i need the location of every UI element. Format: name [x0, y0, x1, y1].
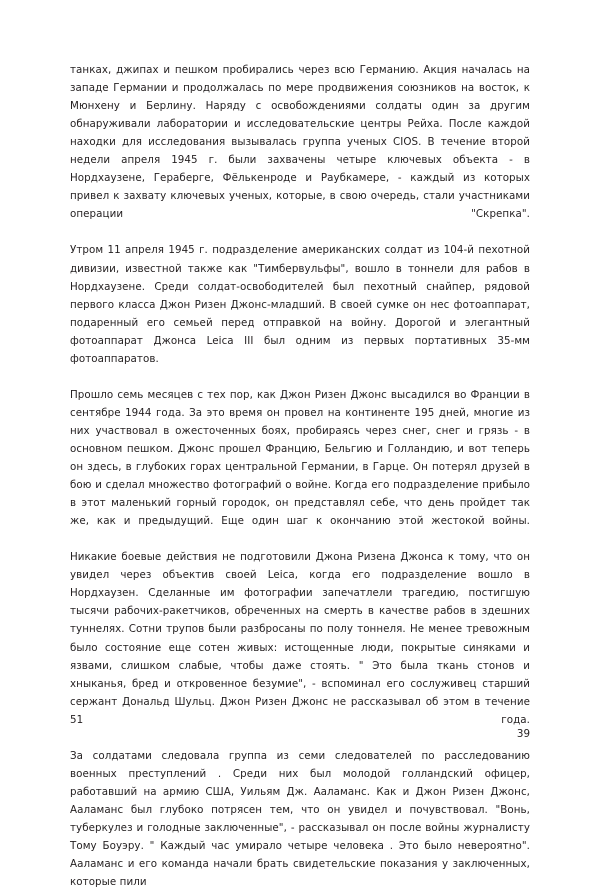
paragraph-2: Утром 11 апреля 1945 г. подразделение американских солдат из 104-й пехотной дивизии, известной также как "Тимбервульфы", вошло в тоннели для рабов в Нордхаузене. Среди солдат-освободителей был пехотный снайпер, рядовой первого класса Джон Ризен Джонс-младший. В своей сумке он нес фотоаппарат, подаренный его семьей перед отправкой на войну. Дорогой и элегантный фотоаппарат Джонса Leica III был одним из первых портативных 35-мм фотоаппаратов.	[70, 244, 530, 365]
paragraph-1: танках, джипах и пешком пробирались через всю Германию. Акция началась на западе Германии и продолжалась по мере продвижения союзников на восток, к Мюнхену и Берлину. Наряду с освобождениями солдаты один за другим обнаруживали лаборатории и исследовательские центры Рейха. После каждой находки для исследования вызывалась группа ученых CIOS. В течение второй недели апреля 1945 г. были захвачены четыре ключевых объекта - в Нордхаузене, Гераберге, Фёлькенроде и Раубкамере, - каждый из которых привел к захвату ключевых ученых, которые, в свою очередь, стали участниками операции "Скрепка".	[70, 64, 530, 221]
paragraph-4: Никакие боевые действия не подготовили Джона Ризена Джонса к тому, что он увидел через объектив своей Leica, когда его подразделение вошло в Нордхаузен. Сделанные им фотографии запечатлели трагедию, постигшую тысячи рабочих-ракетчиков, обреченных на смерть в качестве рабов в здешних туннелях. Сотни трупов были разбросаны по полу тоннеля. Не менее тревожным было состояние еще сотен живых: истощенные люди, покрытые синяками и язвами, слишком слабые, чтобы даже стоять. " Это была ткань стонов и хныканья, бред и откровенное безумие", - вспоминал его сослуживец старший сержант Дональд Шульц. Джон Ризен Джонс не рассказывал об этом в течение 51 года.	[70, 551, 530, 726]
paragraph-3: Прошло семь месяцев с тех пор, как Джон Ризен Джонс высадился во Франции в сентябре 1944 года. За это время он провел на континенте 195 дней, многие из них участвовал в ожесточенных боях, пробираясь через снег, снег и грязь - в основном пешком. Джонс прошел Францию, Бельгию и Голландию, и вот теперь он здесь, в глубоких горах центральной Германии, в Гарце. Он потерял друзей в бою и сделал множество фотографий о войне. Когда его подразделение прибыло в этот маленький горный городок, он представлял себе, что день пройдет так же, как и предыдущий. Еще один шаг к окончанию этой жестокой войны.	[70, 388, 530, 528]
page-number: 39	[516, 728, 530, 740]
paragraph-5: За солдатами следовала группа из семи следователей по расследованию военных преступлений . Среди них был молодой голландский офицер, работавший на армию США, Уильям Дж. Ааламанс. Как и Джон Ризен Джонс, Ааламанс был глубоко потрясен тем, что он увидел и почувствовал. "Вонь, туберкулез и голодные заключенные", - рассказывал он после войны журналисту Тому Боуэру. " Каждый час умирало четыре человека . Это было невероятно". Ааламанс и его команда начали брать свидетельские показания у заключенных, которые пили	[70, 749, 530, 889]
body-text-column	[70, 61, 530, 891]
